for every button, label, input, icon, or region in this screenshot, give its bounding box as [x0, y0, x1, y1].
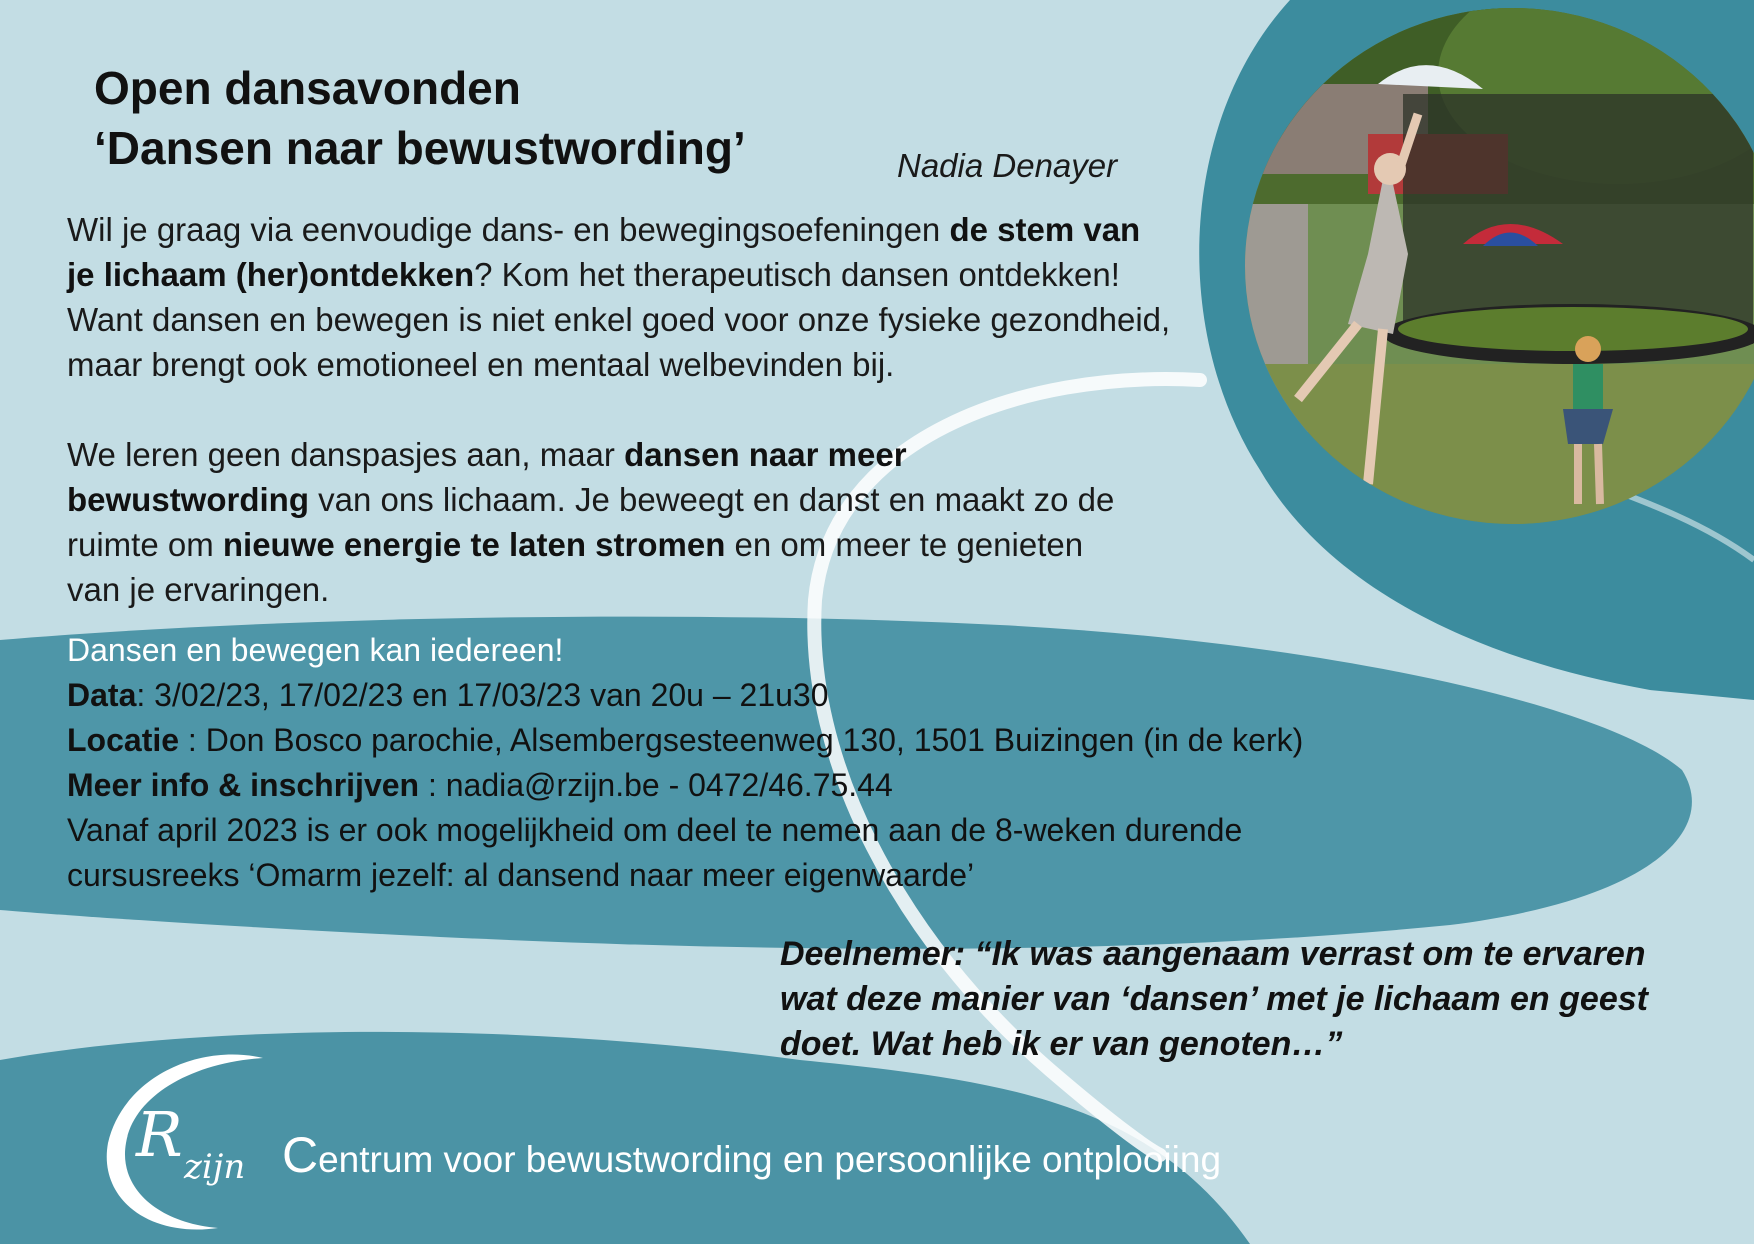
- method-line-1-bold: dansen naar meer: [624, 436, 907, 473]
- method-line-3-end: en om meer te genieten: [725, 526, 1084, 563]
- event-info: [67, 628, 1303, 898]
- page-title: [94, 58, 746, 178]
- method-line-2: [67, 477, 1114, 522]
- testimonial-quote: [780, 932, 1648, 1067]
- quote-line-1: Deelnemer: “Ik was aangenaam verrast om te ervaren: [780, 935, 1646, 973]
- intro-line-1-text: Wil je graag via eenvoudige dans- en bewegingsoefeningen: [67, 211, 950, 248]
- intro-line-2: [67, 252, 1170, 297]
- intro-line-2-text: ? Kom het therapeutisch dansen ontdekken!: [474, 256, 1120, 293]
- method-line-3: [67, 522, 1114, 567]
- tagline-initial: C: [282, 1127, 319, 1183]
- intro-line-4: maar brengt ook emotioneel en mentaal welbevinden bij.: [67, 346, 895, 383]
- quote-line-2: wat deze manier van ‘dansen’ met je lichaam en geest: [780, 980, 1648, 1018]
- method-line-1-text: We leren geen danspasjes aan, maar: [67, 436, 625, 473]
- organization-tagline: [282, 1126, 1221, 1184]
- dates-value: : 3/02/23, 17/02/23 en 17/03/23 van 20u – 21u30: [136, 677, 829, 713]
- method-line-2-bold: bewustwording: [67, 481, 309, 518]
- method-line-4: van je ervaringen.: [67, 571, 330, 608]
- quote-line-3: doet. Wat heb ik er van genoten…”: [780, 1025, 1343, 1063]
- method-paragraph: [67, 432, 1114, 612]
- method-line-2-text: van ons lichaam. Je beweegt en danst en maakt zo de: [309, 481, 1115, 518]
- info-dates: [67, 673, 1303, 718]
- tagline-rest: entrum voor bewustwording en persoonlijke ontplooiing: [318, 1139, 1222, 1180]
- rzijn-logo: [88, 1048, 288, 1238]
- author-name: Nadia Denayer: [897, 147, 1118, 184]
- intro-paragraph: [67, 207, 1170, 387]
- method-line-3-text: ruimte om: [67, 526, 223, 563]
- title-line-2: ‘Dansen naar bewustwording’: [94, 122, 746, 174]
- intro-line-1: [67, 207, 1170, 252]
- info-course-line-2: cursusreeks ‘Omarm jezelf: al dansend naar meer eigenwaarde’: [67, 857, 975, 893]
- info-course-line-1: Vanaf april 2023 is er ook mogelijkheid om deel te nemen aan de 8-weken durende: [67, 812, 1243, 848]
- location-label: Locatie: [67, 722, 180, 758]
- intro-line-1-bold: de stem van: [949, 211, 1141, 248]
- contact-label: Meer info & inschrijven: [67, 767, 420, 803]
- info-location: [67, 718, 1303, 763]
- contact-value: : nadia@rzijn.be - 0472/46.75.44: [419, 767, 893, 803]
- logo-crescent: [107, 1055, 263, 1230]
- method-line-1: [67, 432, 1114, 477]
- intro-line-2-bold: je lichaam (her)ontdekken: [67, 256, 475, 293]
- logo-letters-zijn: zijn: [184, 1147, 246, 1187]
- title-line-1: Open dansavonden: [94, 62, 521, 114]
- location-value: : Don Bosco parochie, Alsembergsesteenweg 130, 1501 Buizingen (in de kerk): [179, 722, 1304, 758]
- info-contact: [67, 763, 1303, 808]
- logo-letter-r: R: [136, 1098, 183, 1171]
- dates-label: Data: [67, 677, 137, 713]
- method-line-3-bold: nieuwe energie te laten stromen: [222, 526, 726, 563]
- info-tagline: Dansen en bewegen kan iedereen!: [67, 632, 564, 668]
- intro-line-3: Want dansen en bewegen is niet enkel goed voor onze fysieke gezondheid,: [67, 301, 1171, 338]
- dance-photo: [1218, 4, 1754, 526]
